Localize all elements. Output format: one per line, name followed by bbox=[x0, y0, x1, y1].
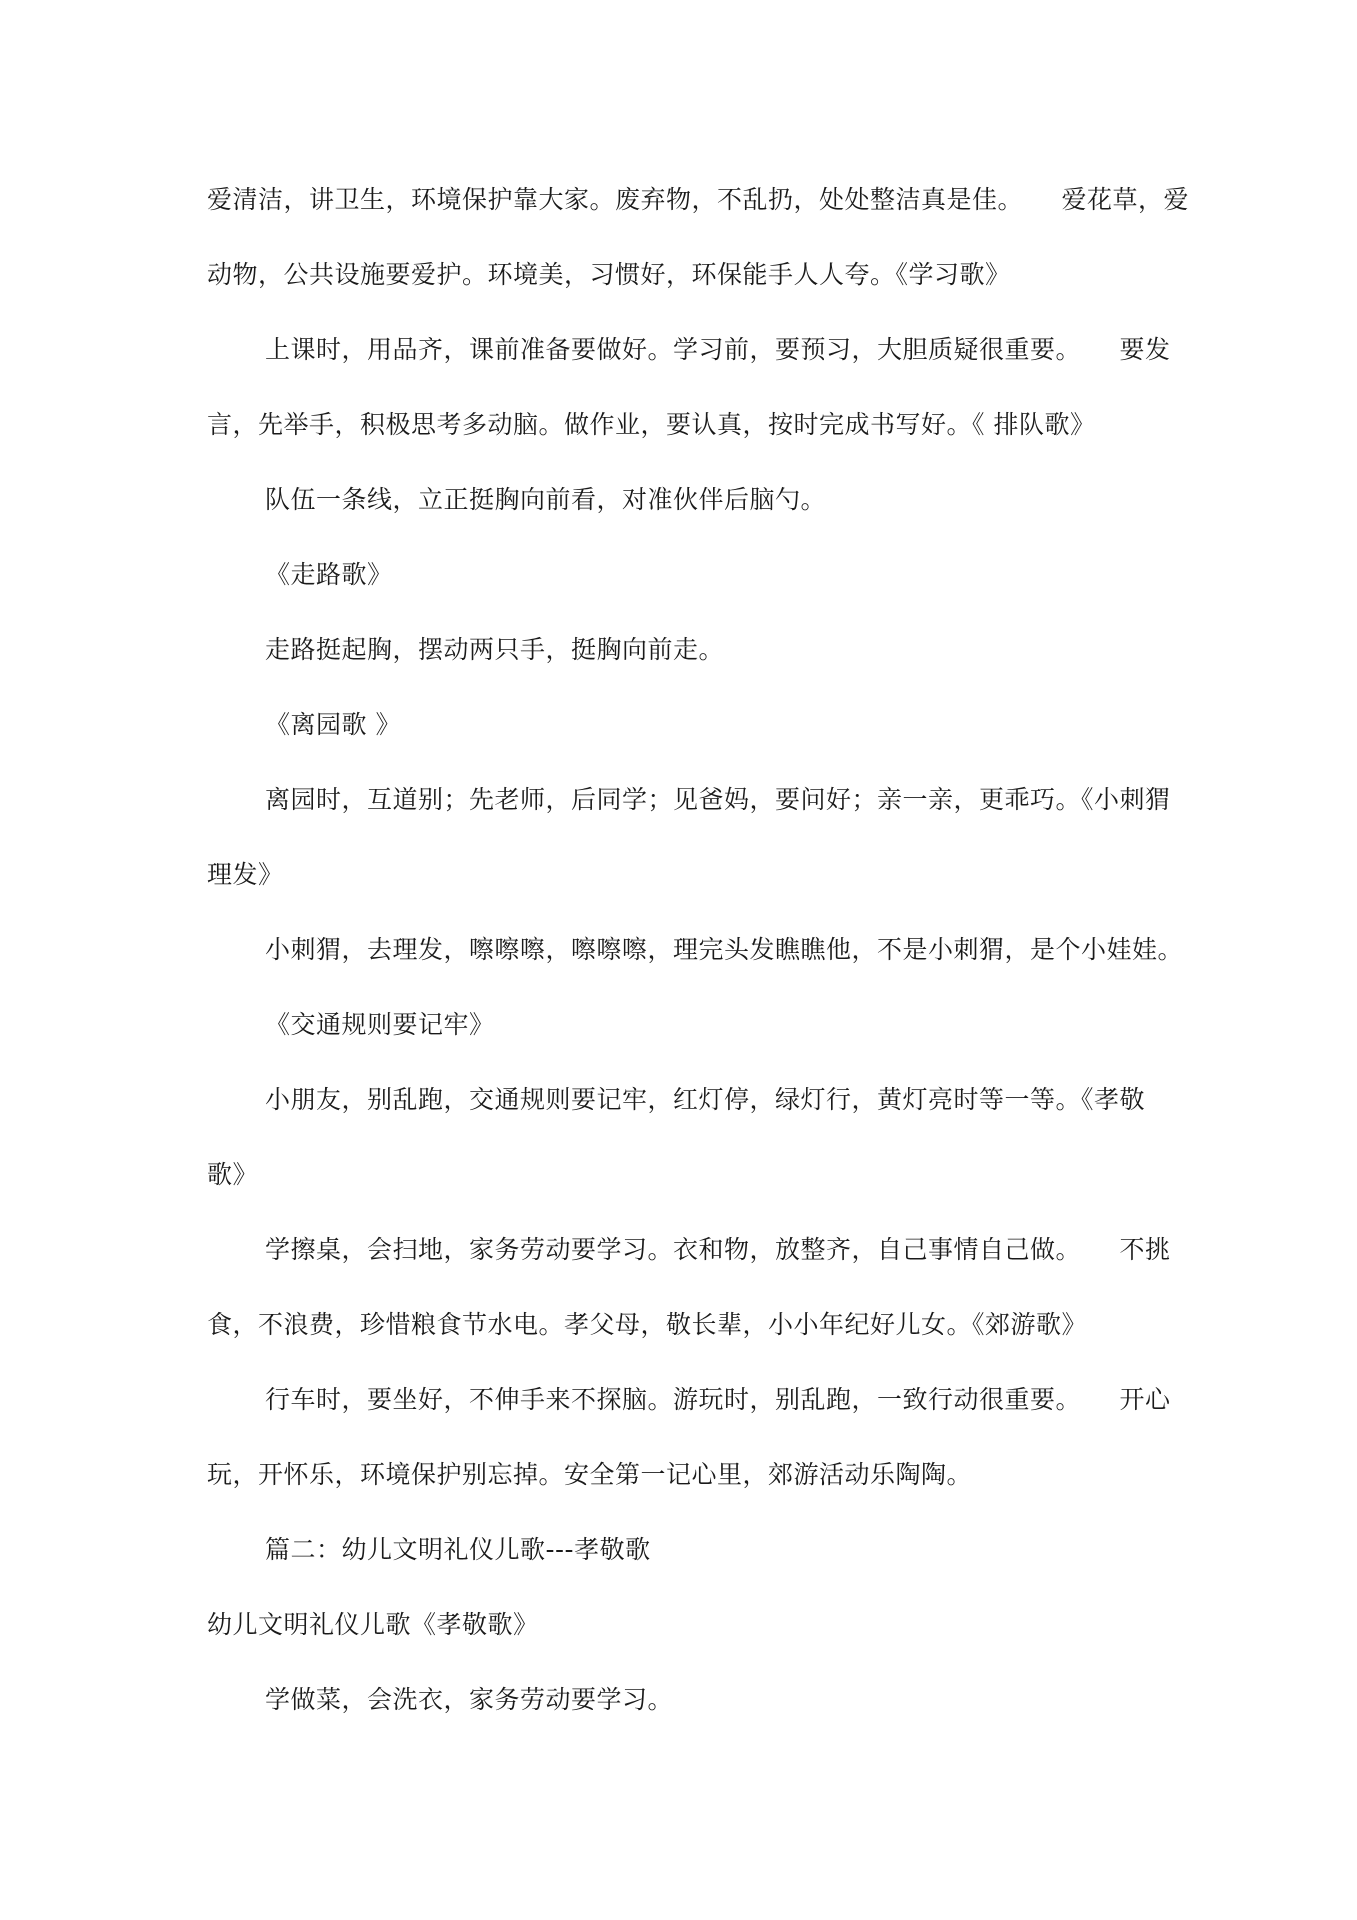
text-line-3: 上课时，用品齐，课前准备要做好。学习前，要预习，大胆质疑很重要。 要发 bbox=[265, 335, 1171, 364]
text-line-8: 《离园歌 》 bbox=[265, 710, 401, 739]
text-line-21: 学做菜，会洗衣，家务劳动要学习。 bbox=[265, 1685, 674, 1714]
text-line-11: 小刺猬，去理发，嚓嚓嚓，嚓嚓嚓，理完头发瞧瞧他，不是小刺猬，是个小娃娃。 bbox=[265, 935, 1184, 964]
text-line-9: 离园时，互道别；先老师，后同学；见爸妈，要问好；亲一亲，更乖巧。《小刺猬 bbox=[265, 785, 1171, 814]
text-line-10: 理发》 bbox=[207, 860, 284, 889]
text-line-5: 队伍一条线，立正挺胸向前看，对准伙伴后脑勺。 bbox=[265, 485, 827, 514]
text-line-17: 行车时，要坐好，不伸手来不探脑。游玩时，别乱跑，一致行动很重要。 开心 bbox=[265, 1385, 1171, 1414]
text-line-15: 学擦桌，会扫地，家务劳动要学习。衣和物，放整齐，自己事情自己做。 不挑 bbox=[265, 1235, 1171, 1264]
section-subtitle: 幼儿文明礼仪儿歌《孝敬歌》 bbox=[207, 1610, 539, 1639]
text-line-16: 食，不浪费，珍惜粮食节水电。孝父母，敬长辈，小小年纪好儿女。《郊游歌》 bbox=[207, 1310, 1088, 1339]
text-line-2: 动物，公共设施要爱护。环境美，习惯好，环保能手人人夸。《学习歌》 bbox=[207, 260, 1011, 289]
text-line-18: 玩，开怀乐，环境保护别忘掉。安全第一记心里，郊游活动乐陶陶。 bbox=[207, 1460, 973, 1489]
section-heading: 篇二：幼儿文明礼仪儿歌---孝敬歌 bbox=[265, 1535, 651, 1564]
text-line-1: 爱清洁，讲卫生，环境保护靠大家。废弃物，不乱扔，处处整洁真是佳。 爱花草，爱 bbox=[207, 185, 1190, 214]
text-line-12: 《交通规则要记牢》 bbox=[265, 1010, 495, 1039]
text-line-7: 走路挺起胸，摆动两只手，挺胸向前走。 bbox=[265, 635, 725, 664]
text-line-13: 小朋友，别乱跑，交通规则要记牢，红灯停，绿灯行，黄灯亮时等一等。《孝敬 bbox=[265, 1085, 1146, 1114]
text-line-14: 歌》 bbox=[207, 1160, 259, 1189]
text-line-6: 《走路歌》 bbox=[265, 560, 393, 589]
text-line-4: 言，先举手，积极思考多动脑。做作业，要认真，按时完成书写好。《 排队歌》 bbox=[207, 410, 1096, 439]
